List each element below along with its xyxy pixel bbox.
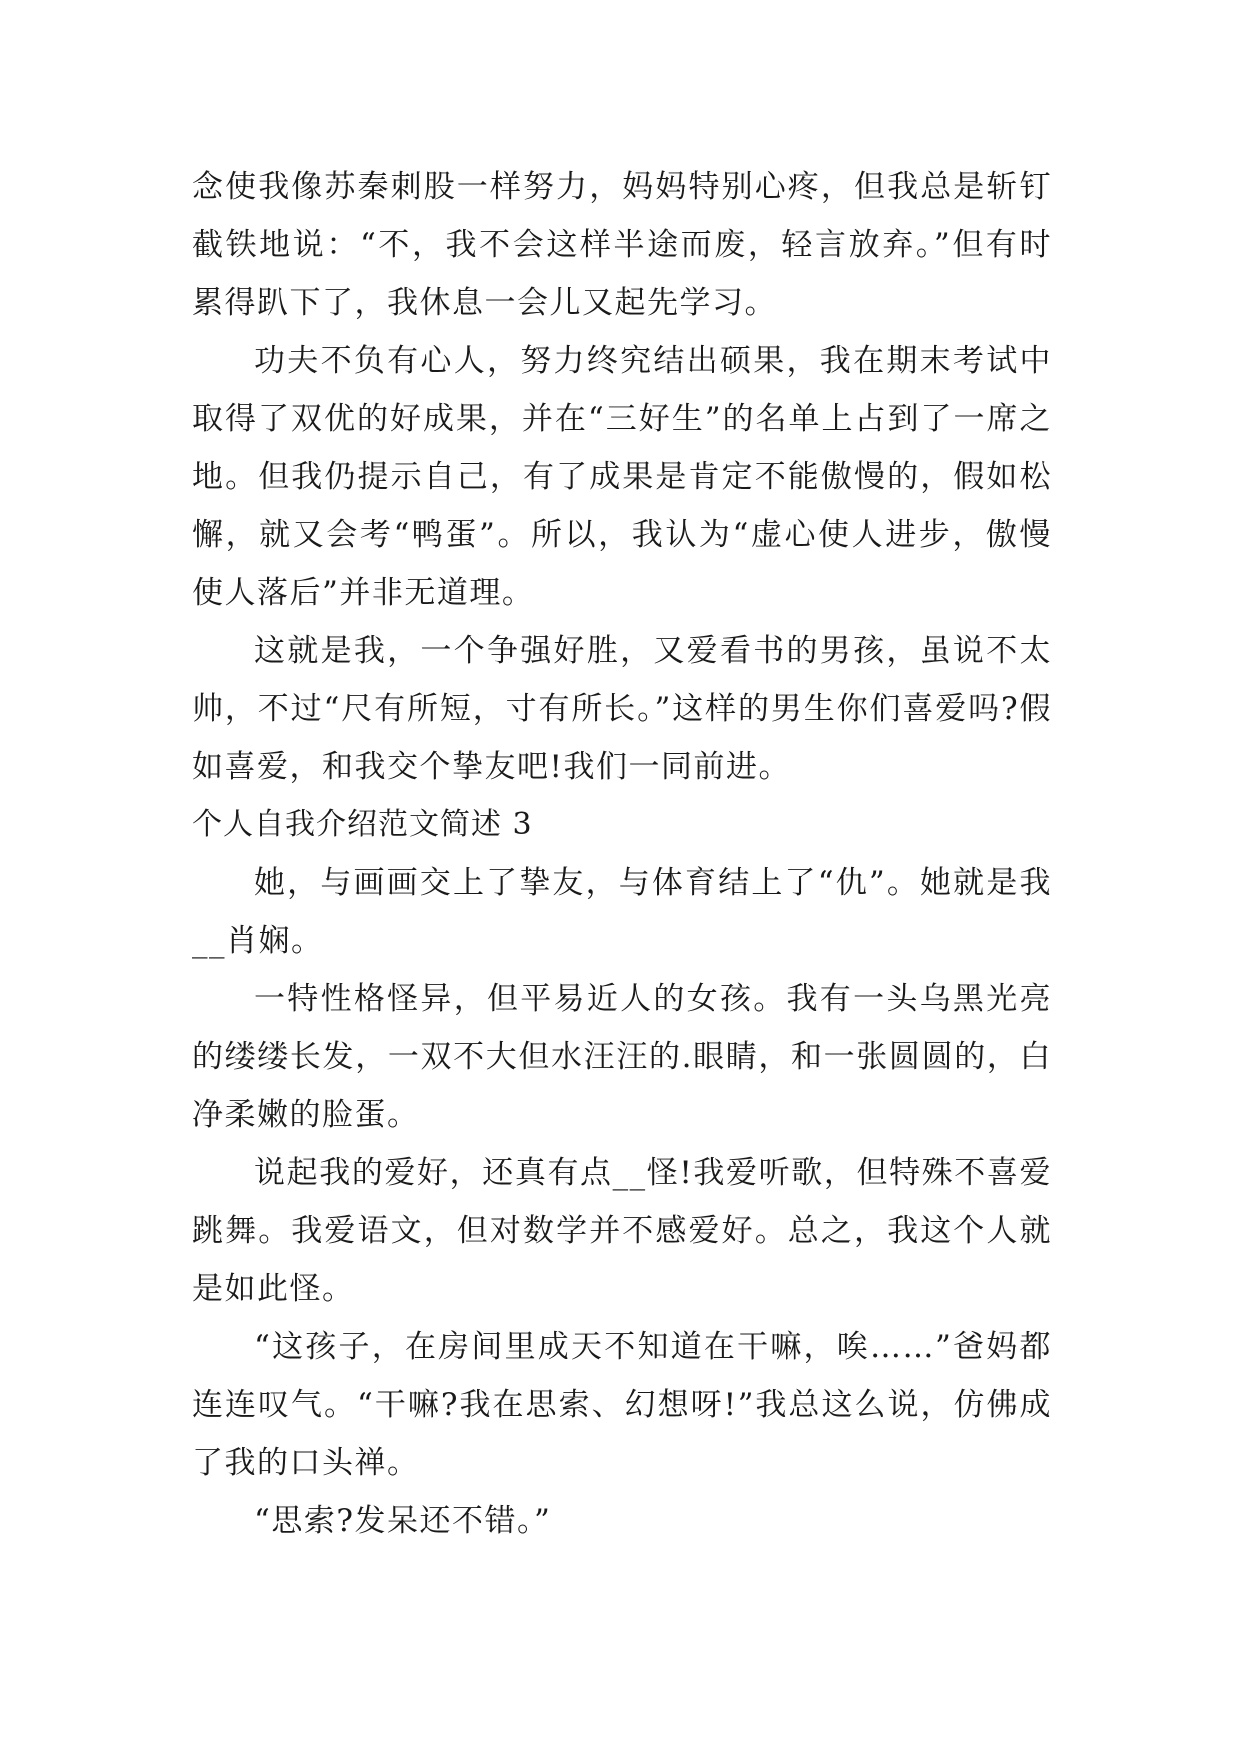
paragraph: 说起我的爱好，还真有点__怪!我爱听歌，但特殊不喜爱跳舞。我爱语文，但对数学并不感爱好。总之，我这个人就是如此怪。 [192,1155,1052,1307]
paragraph: 这就是我，一个争强好胜，又爱看书的男孩，虽说不太帅，不过“尺有所短，寸有所长。”这样的男生你们喜爱吗?假如喜爱，和我交个挚友吧!我们一同前进。 [192,633,1052,785]
paragraph: “这孩子，在房间里成天不知道在干嘛，唉……”爸妈都连连叹气。“干嘛?我在思索、幻想呀!”我总这么说，仿佛成了我的口头禅。 [192,1329,1052,1481]
paragraph-continued: 念使我像苏秦刺股一样努力，妈妈特别心疼，但我总是斩钉截铁地说：“不，我不会这样半途而废，轻言放弃。”但有时累得趴下了，我休息一会儿又起先学习。 [192,169,1052,321]
document-body [192,158,1052,1550]
paragraph: 一特性格怪异，但平易近人的女孩。我有一头乌黑光亮的缕缕长发，一双不大但水汪汪的.眼睛，和一张圆圆的，白净柔嫩的脸蛋。 [192,981,1052,1133]
section-title: 个人自我介绍范文简述 3 [192,807,533,842]
paragraph: 功夫不负有心人，努力终究结出硕果，我在期末考试中取得了双优的好成果，并在“三好生”的名单上占到了一席之地。但我仍提示自己，有了成果是肯定不能傲慢的，假如松懈，就又会考“鸭蛋”。所以，我认为“虚心使人进步，傲慢使人落后”并非无道理。 [192,343,1052,611]
paragraph: “思索?发呆还不错。” [254,1503,552,1539]
paragraph: 她，与画画交上了挚友，与体育结上了“仇”。她就是我__肖娴。 [192,865,1052,959]
